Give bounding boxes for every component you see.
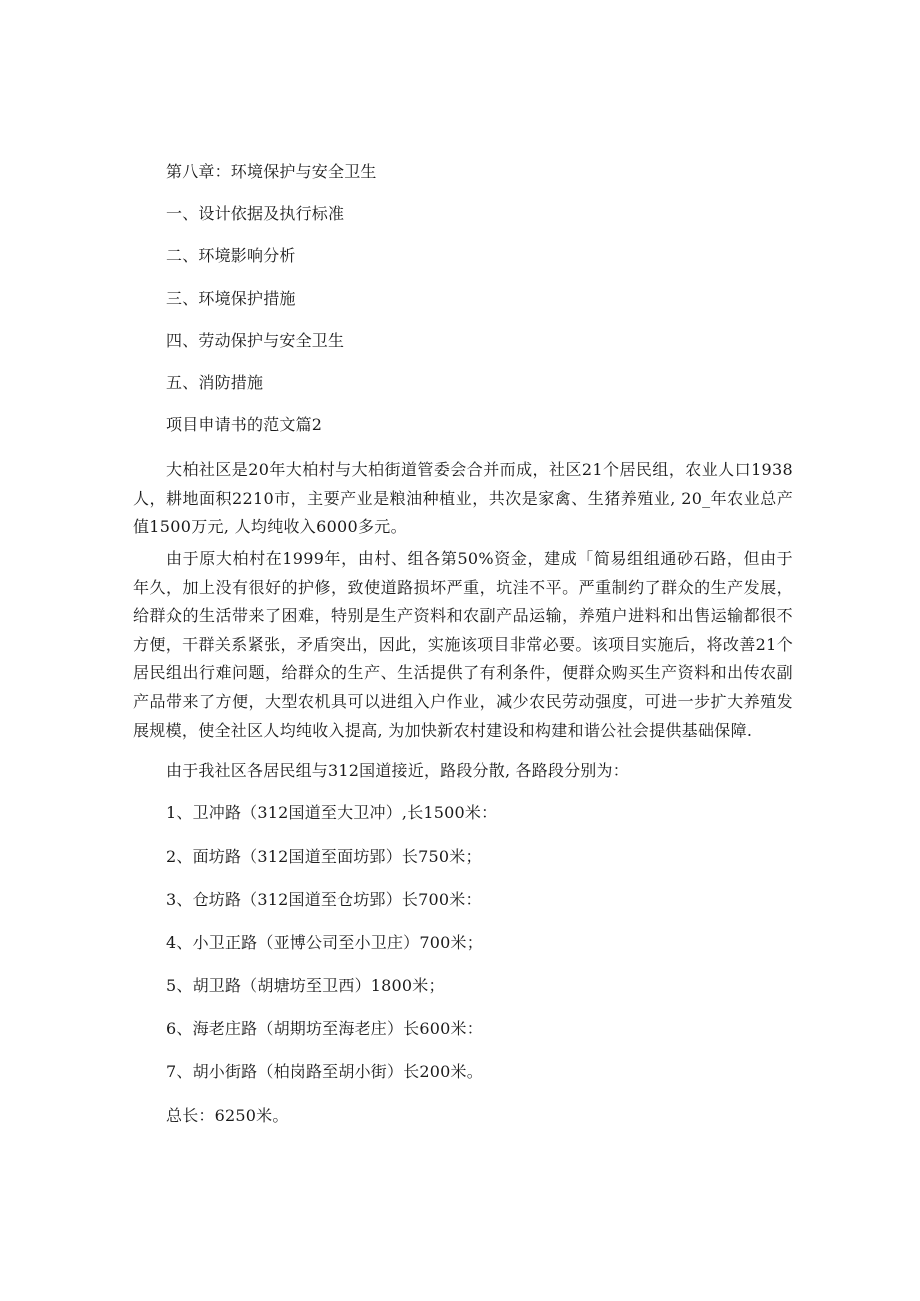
outline-item-3: 三、环境保护措施: [166, 289, 296, 308]
road-item: 3、仓坊路（312国道至仓坊郢）长700米：: [166, 890, 482, 909]
outline-item-5: 五、消防措施: [166, 373, 264, 392]
outline-item-1: 一、设计依据及执行标准: [166, 204, 345, 223]
total-length: 总长：6250米。: [166, 1106, 289, 1125]
section-title: 项目申请书的范文篇2: [166, 415, 323, 434]
outline-item-4: 四、劳动保护与安全卫生: [166, 331, 345, 350]
roads-intro: 由于我社区各居民组与312国道接近，路段分散, 各路段分别为：: [166, 761, 629, 780]
road-item: 1、卫冲路（312国道至大卫冲）,长1500米：: [166, 803, 498, 822]
road-item: 6、海老庄路（胡期坊至海老庄）长600米：: [166, 1019, 483, 1038]
background-paragraph: 由于原大柏村在1999年，由村、组各第50%资金，建成「简易组组通砂石路，但由于年久，加上没有很好的护修，致使道路损坏严重，坑洼不平。严重制约了群众的生产发展，给群众的生活带来了困难，特别是生产资料和农副产品运输，养殖户进料和出售运输都很不方便，干群关系紧张，矛盾突出，因此，实施该项目非常必要。该项目实施后，将改善21个居民组出行难问题，给群众的生产、生活提供了有利条件，便群众购买生产资料和出传农副产品带来了方便，大型农机具可以进组入户作业，减少农民劳动强度，可进一步扩大养殖发展规模，使全社区人均纯收入提高, 为加快新农村建设和构建和谐公社会提供基础保障.: [133, 549, 793, 740]
road-item: 4、小卫正路（亚博公司至小卫庄）700米；: [166, 933, 483, 952]
road-item: 5、胡卫路（胡塘坊至卫西）1800米；: [166, 976, 445, 995]
chapter-heading: 第八章：环境保护与安全卫生: [166, 162, 377, 181]
road-item: 2、面坊路（312国道至面坊郢）长750米；: [166, 847, 482, 866]
road-item: 7、胡小街路（柏岗路至胡小街）长200米。: [166, 1062, 483, 1081]
intro-paragraph: 大柏社区是20年大柏村与大柏街道管委会合并而成，社区21个居民组，农业人口1938人，耕地面积2210市，主要产业是粮油种植业，共次是家禽、生猪养殖业, 20_年农业总产值1500万元, 人均纯收入6000多元。: [133, 460, 793, 537]
outline-item-2: 二、环境影响分析: [166, 246, 296, 265]
